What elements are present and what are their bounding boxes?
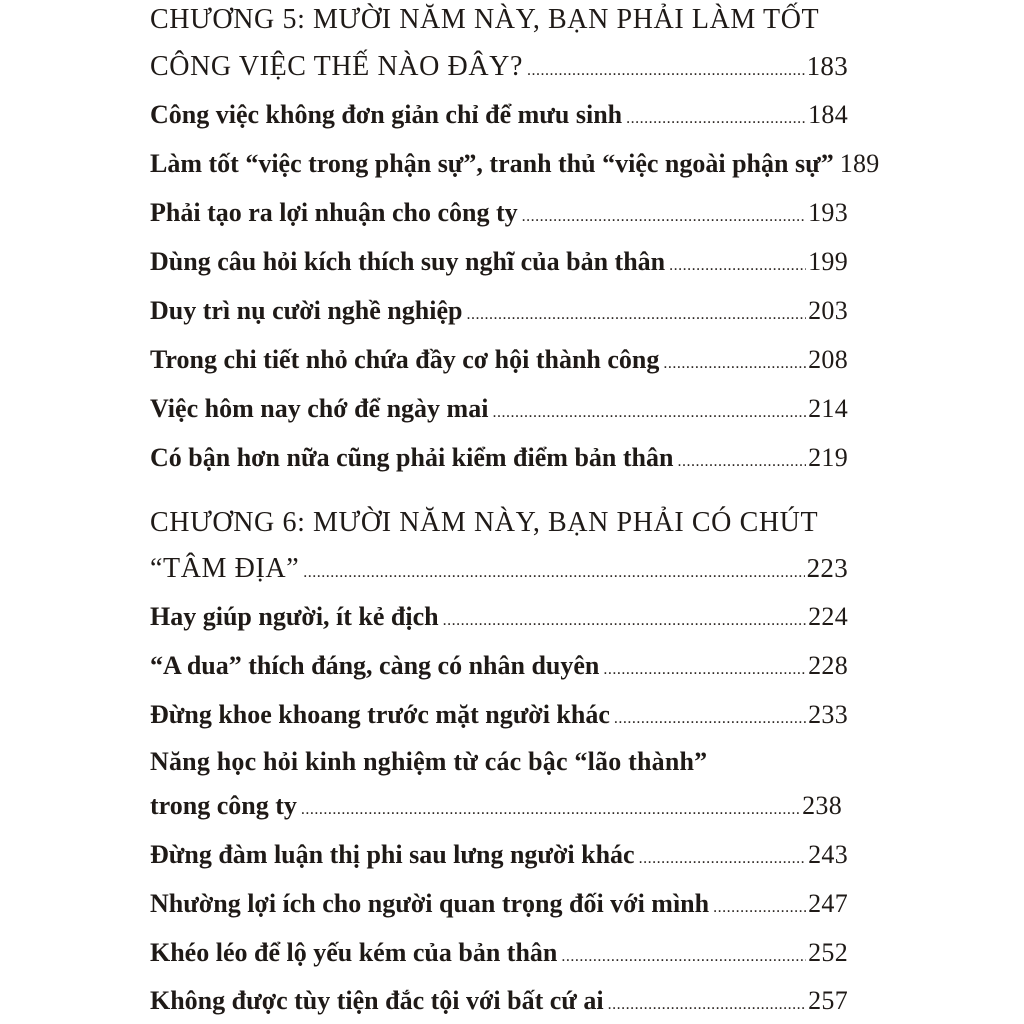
- chapter-5-title-cont: CÔNG VIỆC THẾ NÀO ĐÂY?: [150, 51, 524, 82]
- dot-leader: [522, 209, 806, 225]
- entry-title: Phải tạo ra lợi nhuận cho công ty: [150, 198, 518, 227]
- entry-page: 189: [839, 149, 880, 178]
- dot-leader: [677, 454, 806, 470]
- entry-page: 193: [808, 198, 848, 227]
- toc-entry: [150, 200, 848, 226]
- chapter-5-heading-entry: [150, 53, 848, 81]
- entry-title: “A dua” thích đáng, càng có nhân duyên: [150, 651, 600, 680]
- toc-entry: [150, 249, 848, 275]
- toc-entry: [150, 298, 848, 324]
- chapter-6-page: 223: [806, 553, 848, 583]
- entry-page: 243: [808, 840, 848, 869]
- entry-title: Làm tốt “việc trong phận sự”, tranh thủ “việc ngoài phận sự”: [150, 149, 834, 178]
- entry-page: 208: [808, 345, 848, 374]
- dot-leader: [492, 405, 806, 421]
- entry-title: Duy trì nụ cười nghề nghiệp: [150, 296, 463, 325]
- dot-leader: [713, 900, 806, 916]
- chapter-5-title: CHƯƠNG 5: MƯỜI NĂM NÀY, BẠN PHẢI LÀM TỐT: [150, 4, 820, 35]
- entry-page: 219: [808, 443, 848, 472]
- dot-leader: [669, 258, 806, 274]
- entry-page: 238: [802, 791, 842, 820]
- entry-title: Nhường lợi ích cho người quan trọng đối với mình: [150, 889, 710, 918]
- entry-page: 199: [808, 247, 848, 276]
- chapter-5-page: 183: [806, 51, 848, 81]
- toc-entry: [150, 793, 848, 819]
- dot-leader: [639, 851, 807, 867]
- chapter-6-title-cont: “TÂM ĐỊA”: [150, 553, 300, 584]
- toc-entry: [150, 653, 848, 679]
- entry-page: 203: [808, 296, 848, 325]
- dot-leader: [466, 307, 806, 323]
- entry-title: Công việc không đơn giản chỉ để mưu sinh: [150, 100, 623, 129]
- dot-leader: [626, 111, 806, 127]
- dot-leader: [527, 63, 805, 79]
- entry-page: 214: [808, 394, 848, 423]
- entry-page: 224: [808, 602, 848, 631]
- entry-page: 228: [808, 651, 848, 680]
- dot-leader: [614, 711, 806, 727]
- entry-title: Hay giúp người, ít kẻ địch: [150, 602, 439, 631]
- dot-leader: [603, 662, 806, 678]
- toc-entry: [150, 940, 848, 966]
- entry-title-line1: Năng học hỏi kinh nghiệm từ các bậc “lão thành”: [150, 747, 708, 776]
- toc-entry: [150, 396, 848, 422]
- entry-title: Việc hôm nay chớ để ngày mai: [150, 394, 489, 423]
- dot-leader: [303, 565, 804, 581]
- dot-leader: [301, 802, 800, 818]
- entry-title: Khéo léo để lộ yếu kém của bản thân: [150, 938, 558, 967]
- entry-title: Đừng khoe khoang trước mặt người khác: [150, 700, 610, 729]
- entry-title: Đừng đàm luận thị phi sau lưng người khác: [150, 840, 635, 869]
- toc-entry: [150, 891, 848, 917]
- entry-page: 233: [808, 700, 848, 729]
- entry-page: 184: [808, 100, 848, 129]
- chapter-6-title: CHƯƠNG 6: MƯỜI NĂM NÀY, BẠN PHẢI CÓ CHÚT: [150, 507, 819, 538]
- toc-entry: [150, 149, 880, 178]
- toc-entry: [150, 702, 848, 728]
- dot-leader: [443, 613, 806, 629]
- entry-title: Không được tùy tiện đắc tội với bất cứ ai: [150, 986, 604, 1015]
- entry-title-line2: trong công ty: [150, 791, 297, 820]
- entry-title: Có bận hơn nữa cũng phải kiểm điểm bản thân: [150, 443, 674, 472]
- entry-page: 252: [808, 938, 848, 967]
- entry-page: 247: [808, 889, 848, 918]
- toc-entry: [150, 102, 848, 128]
- dot-leader: [561, 949, 806, 965]
- toc-entry: [150, 988, 848, 1014]
- toc-entry: [150, 445, 848, 471]
- dot-leader: [608, 997, 806, 1013]
- dot-leader: [663, 356, 806, 372]
- entry-title: Trong chi tiết nhỏ chứa đầy cơ hội thành công: [150, 345, 660, 374]
- toc-entry: [150, 347, 848, 373]
- chapter-6-heading-entry: [150, 555, 848, 583]
- toc-entry: [150, 604, 848, 630]
- entry-title: Dùng câu hỏi kích thích suy nghĩ của bản thân: [150, 247, 666, 276]
- toc-entry: [150, 842, 848, 868]
- entry-page: 257: [808, 986, 848, 1015]
